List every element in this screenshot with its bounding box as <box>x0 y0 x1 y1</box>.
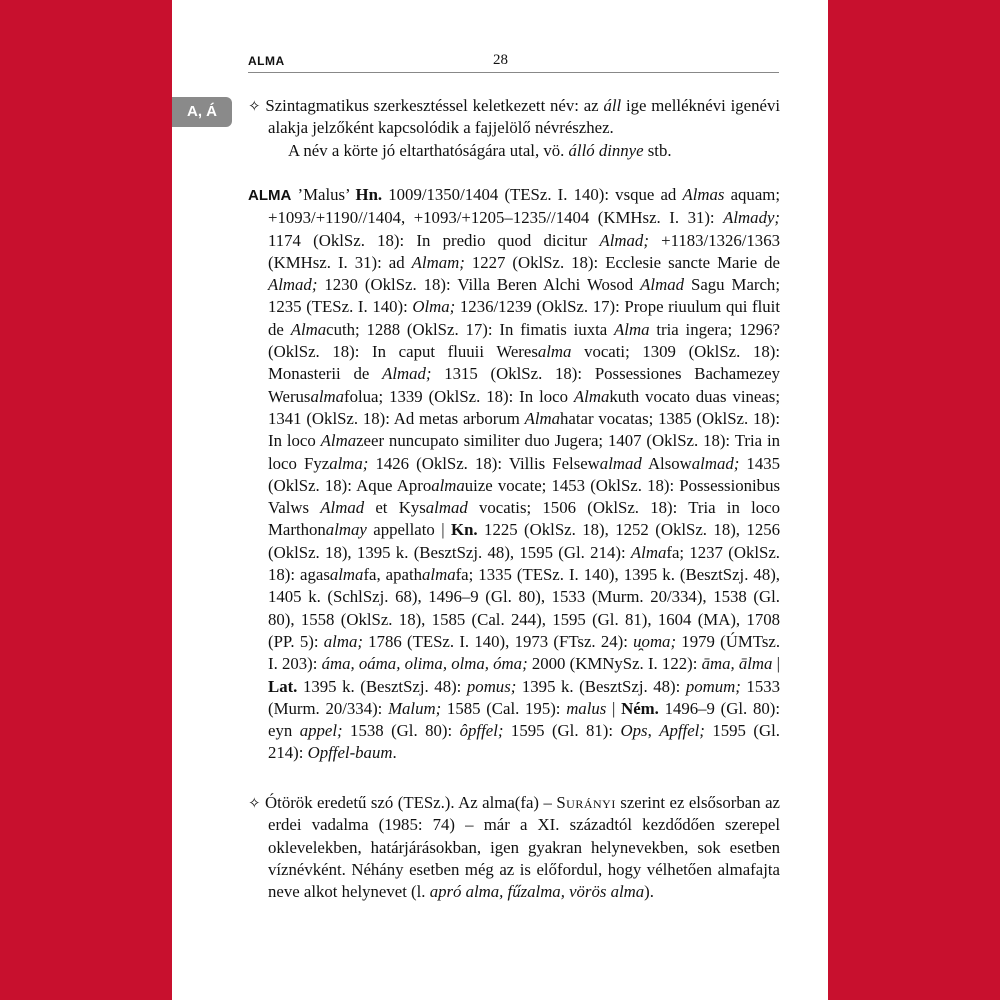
note-paragraph: ✧ Szintagmatikus szerkesztéssel keletkezett név: az áll ige melléknévi igenévi alakja jelzőként kapcsolódik a fajjelölő névrészhez. <box>248 96 781 138</box>
diamond-star-icon: ✧ <box>248 794 261 812</box>
running-head-title: ALMA <box>248 54 285 68</box>
running-head <box>248 52 779 73</box>
dictionary-entry <box>248 184 780 765</box>
headword: ALMA <box>248 187 292 204</box>
letter-tab: A, Á <box>172 97 232 127</box>
note-block-top <box>248 95 780 162</box>
author-name: Surányi <box>556 793 616 812</box>
note-paragraph-2: A név a körte jó eltarthatóságára utal, vö. álló dinnye stb. <box>288 140 672 160</box>
etymology-paragraph: ✧ Ótörök eredetű szó (TESz.). Az alma(fa) – Surányi szerint ez elsősorban az erdei vadalma (1985: 74) – már a XI. századtól kezdődően szerepel oklevelekben, határjárásokban, igen gyakran helynevekben, sok esetben víznévként. Néhány esetben még az is előfordul, hogy vélhetően almafajta neve alkot helynevet (l. apró alma, fűzalma, vörös alma). <box>248 793 780 902</box>
page-number: 28 <box>493 52 508 68</box>
diamond-star-icon: ✧ <box>248 97 261 115</box>
note-block-bottom <box>248 792 780 903</box>
entry-paragraph: ALMA ’Malus’ Hn. 1009/1350/1404 (TESz. I. 140): vsque ad Almas aquam; +1093/+1190//1404, +1093/+1205–1235//1404 (KMHsz. I. 31): Almady; 1174 (OklSz. 18): In predio quod dicitur Almad; +1183/1326/1363 (KMHsz. I. 31): ad Almam; 1227 (OklSz. 18): Ecclesie sancte Marie de Almad; 1230 (OklSz. 18): Villa Beren Alchi Wosod Almad Sagu March; 1235 (TESz. I. 140): Olma; 1236/1239 (OklSz. 17): Prope riuulum qui fluit de Almacuth; 1288 (OklSz. 17): In fimatis iuxta Alma tria ingera; 1296? (OklSz. 18): In caput fluuii Weresalma vocati; 1309 (OklSz. 18): Monasterii de Almad; 1315 (OklSz. 18): Possessiones Bachamezey Werusalmafolua; 1339 (OklSz. 18): In loco Almakuth vocato duas vineas; 1341 (OklSz. 18): Ad metas arborum Almahatar vocatas; 1385 (OklSz. 18): In loco Almazeer nuncupato similiter duo Jugera; 1407 (OklSz. 18): Tria in loco Fyzalma; 1426 (OklSz. 18): Villis Felsewalmad Alsowalmad; 1435 (OklSz. 18): Aque Aproalmauize vocate; 1453 (OklSz. 18): Possessionibus Valws Almad et Kysalmad vocatis; 1506 (OklSz. 18): Tria in loco Marthonalmay appellato | Kn. 1225 (OklSz. 18), 1252 (OklSz. 18), 1256 (OklSz. 18), 1395 k. (BesztSzj. 48), 1595 (Gl. 214): Almafa; 1237 (OklSz. 18): agasalmafa, apathalmafa; 1335 (TESz. I. 140), 1395 k. (BesztSzj. 48), 1405 k. (SchlSzj. 68), 1496–9 (Gl. 80), 1533 (Murm. 20/334), 1538 (Gl. 80), 1558 (OklSz. 18), 1585 (Cal. 244), 1595 (Gl. 81), 1604 (MA), 1708 (PP. 5): alma; 1786 (TESz. I. 140), 1973 (FTsz. 24): u̯oma; 1979 (ÚMTsz. I. 203): áma, oáma, olima, olma, óma; 2000 (KMNySz. I. 122): āma, ālma | Lat. 1395 k. (BesztSzj. 48): pomus; 1395 k. (BesztSzj. 48): pomum; 1533 (Murm. 20/334): Malum; 1585 (Cal. 195): malus | Ném. 1496–9 (Gl. 80): eyn appel; 1538 (Gl. 80): ôpffel; 1595 (Gl. 81): Ops, Apffel; 1595 (Gl. 214): Opffel-baum. <box>248 185 781 763</box>
